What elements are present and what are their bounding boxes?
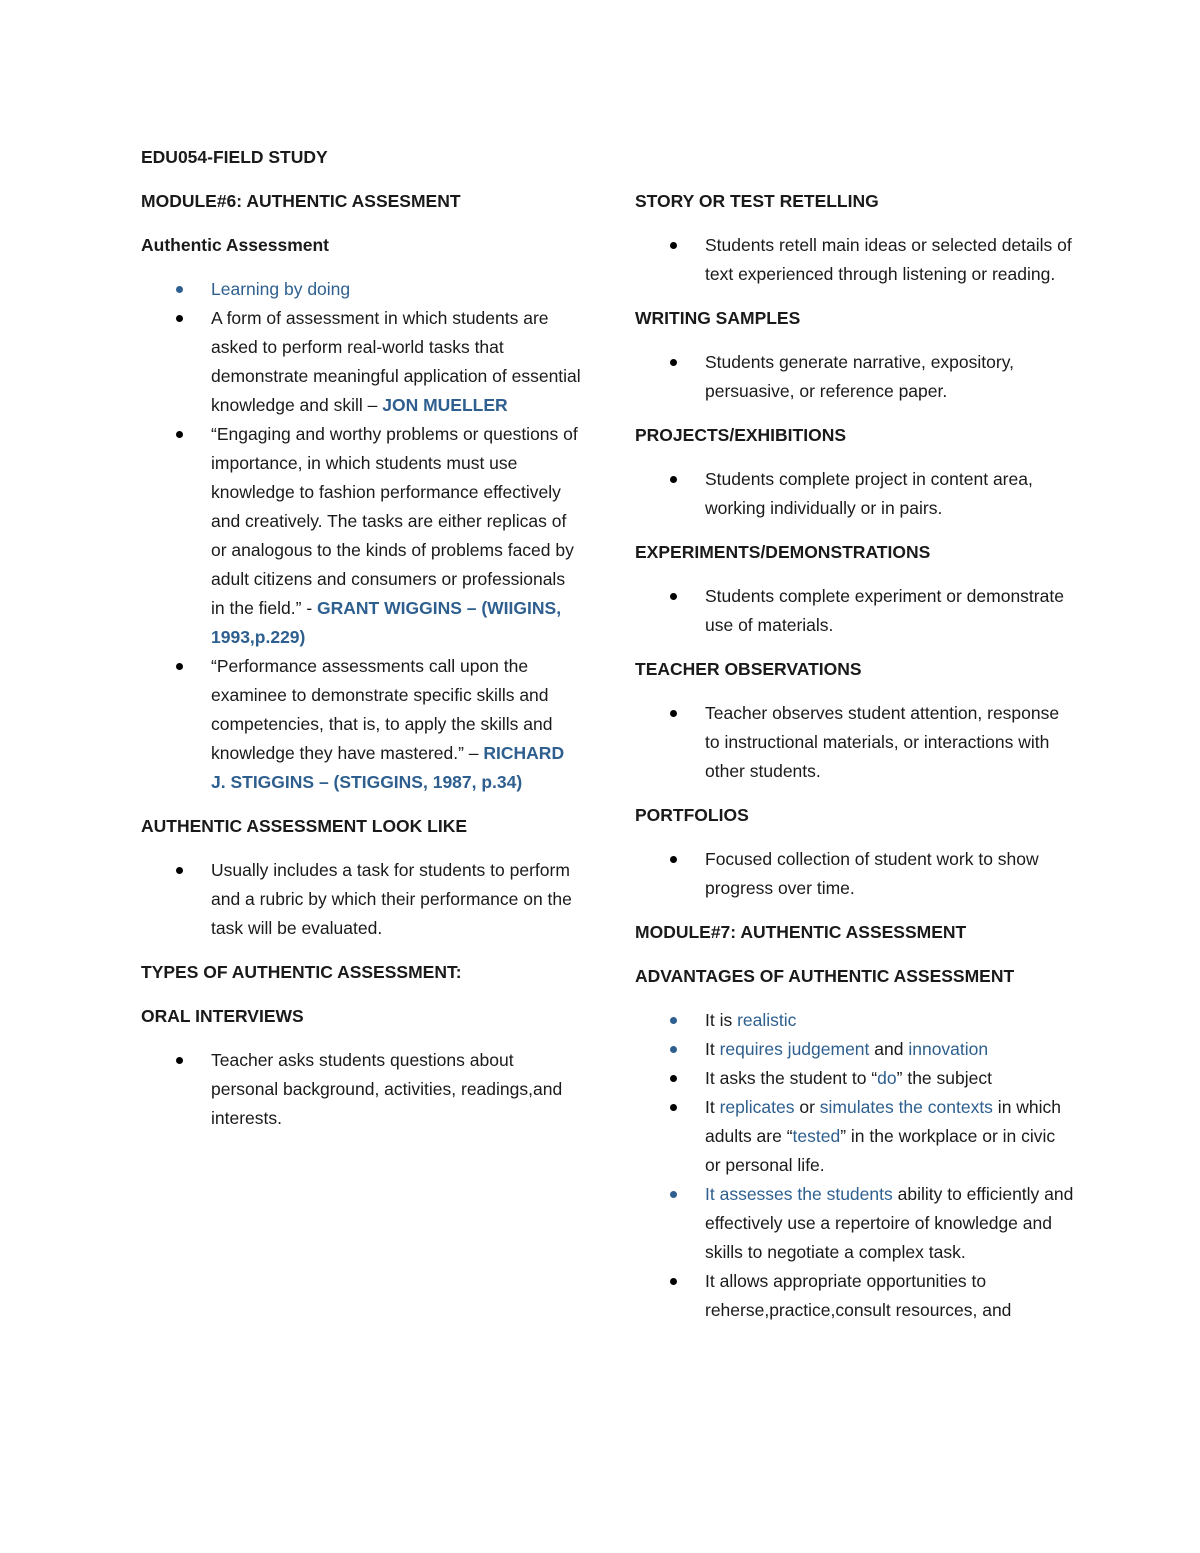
adv-text: ” in the workplace or in civic or personal life. xyxy=(705,1126,1056,1175)
list-item: Students complete project in content area, working individually or in pairs. xyxy=(635,465,1075,523)
adv-highlight: It assesses the students xyxy=(705,1184,893,1204)
adv-text: It xyxy=(705,1039,720,1059)
adv-highlight: realistic xyxy=(737,1010,797,1030)
advantages-heading: ADVANTAGES OF AUTHENTIC ASSESSMENT xyxy=(635,966,1015,986)
oral-interviews-list xyxy=(141,1046,581,1133)
list-item: It allows appropriate opportunities to reherse,practice,consult resources, and xyxy=(635,1267,1075,1325)
list-item xyxy=(141,304,581,420)
observations-list xyxy=(635,699,1075,786)
list-item: Teacher observes student attention, response to instructional materials, or interactions with other students. xyxy=(635,699,1075,786)
adv-text: in which adults are “ xyxy=(705,1097,1062,1146)
list-item xyxy=(635,1093,1075,1180)
author-mueller: JON MUELLER xyxy=(382,395,508,415)
adv-highlight: do xyxy=(877,1068,897,1088)
adv-text: It asks the student to “ xyxy=(705,1068,878,1088)
list-item: Usually includes a task for students to perform and a rubric by which their performance on the task will be evaluated. xyxy=(141,856,581,943)
list-item: Students generate narrative, expository, persuasive, or reference paper. xyxy=(635,348,1075,406)
projects-heading: PROJECTS/EXHIBITIONS xyxy=(635,425,847,445)
list-item xyxy=(141,652,581,797)
adv-text: ” the subject xyxy=(896,1068,992,1088)
list-item: Teacher asks students questions about personal background, activities, readings,and interests. xyxy=(141,1046,581,1133)
portfolios-list xyxy=(635,845,1075,903)
adv-highlight: innovation xyxy=(908,1039,989,1059)
experiments-heading: EXPERIMENTS/DEMONSTRATIONS xyxy=(635,542,931,562)
course-title: EDU054-FIELD STUDY xyxy=(141,147,328,167)
look-like-heading: AUTHENTIC ASSESSMENT LOOK LIKE xyxy=(141,816,468,836)
list-item: Students retell main ideas or selected details of text experienced through listening or reading. xyxy=(635,231,1075,289)
module-6-title: MODULE#6: AUTHENTIC ASSESMENT xyxy=(141,191,461,211)
quote-text: “Performance assessments call upon the examinee to demonstrate specific skills and competencies, that is, to apply the skills and knowledge they have mastered.” – xyxy=(211,656,553,763)
list-item xyxy=(141,275,581,304)
adv-text: and xyxy=(869,1039,909,1059)
writing-list xyxy=(635,348,1075,406)
authentic-assessment-list xyxy=(141,275,581,797)
story-list xyxy=(635,231,1075,289)
adv-highlight: tested xyxy=(792,1126,841,1146)
left-column xyxy=(141,143,581,1148)
look-like-list xyxy=(141,856,581,943)
story-retelling-heading: STORY OR TEST RETELLING xyxy=(635,191,879,211)
list-item xyxy=(141,420,581,652)
list-item xyxy=(635,1035,1075,1064)
types-heading: TYPES OF AUTHENTIC ASSESSMENT: xyxy=(141,962,462,982)
author-stiggins: RICHARD J. STIGGINS – (STIGGINS, 1987, p.34) xyxy=(211,743,565,792)
adv-text: It is xyxy=(705,1010,738,1030)
oral-interviews-heading: ORAL INTERVIEWS xyxy=(141,1006,304,1026)
adv-text: or xyxy=(794,1097,820,1117)
module-7-title: MODULE#7: AUTHENTIC ASSESSMENT xyxy=(635,922,967,942)
projects-list xyxy=(635,465,1075,523)
definition-text: A form of assessment in which students are asked to perform real-world tasks that demonstrate meaningful application of essential knowledge and skill – xyxy=(211,308,581,415)
list-item xyxy=(635,1064,1075,1093)
adv-highlight: replicates xyxy=(719,1097,795,1117)
adv-text: It xyxy=(705,1097,720,1117)
list-item: Focused collection of student work to show progress over time. xyxy=(635,845,1075,903)
experiments-list xyxy=(635,582,1075,640)
learning-by-doing: Learning by doing xyxy=(211,279,351,299)
list-item: Students complete experiment or demonstrate use of materials. xyxy=(635,582,1075,640)
list-item xyxy=(635,1180,1075,1267)
adv-text: ability to efficiently and effectively use a repertoire of knowledge and skills to negotiate a complex task. xyxy=(705,1184,1074,1262)
writing-samples-heading: WRITING SAMPLES xyxy=(635,308,801,328)
quote-text: “Engaging and worthy problems or questions of importance, in which students must use knowledge to fashion performance effectively and creatively. The tasks are either replicas of or analogous to the kinds of problems faced by adult citizens and consumers or professionals in the field.” - xyxy=(211,424,578,618)
list-item xyxy=(635,1006,1075,1035)
portfolios-heading: PORTFOLIOS xyxy=(635,805,749,825)
authentic-assessment-heading: Authentic Assessment xyxy=(141,235,330,255)
right-column xyxy=(635,187,1075,1340)
advantages-list xyxy=(635,1006,1075,1325)
adv-highlight: simulates the contexts xyxy=(819,1097,993,1117)
author-wiggins: GRANT WIGGINS – (WIIGINS, 1993,p.229) xyxy=(211,598,562,647)
observations-heading: TEACHER OBSERVATIONS xyxy=(635,659,862,679)
adv-highlight: requires judgement xyxy=(719,1039,870,1059)
